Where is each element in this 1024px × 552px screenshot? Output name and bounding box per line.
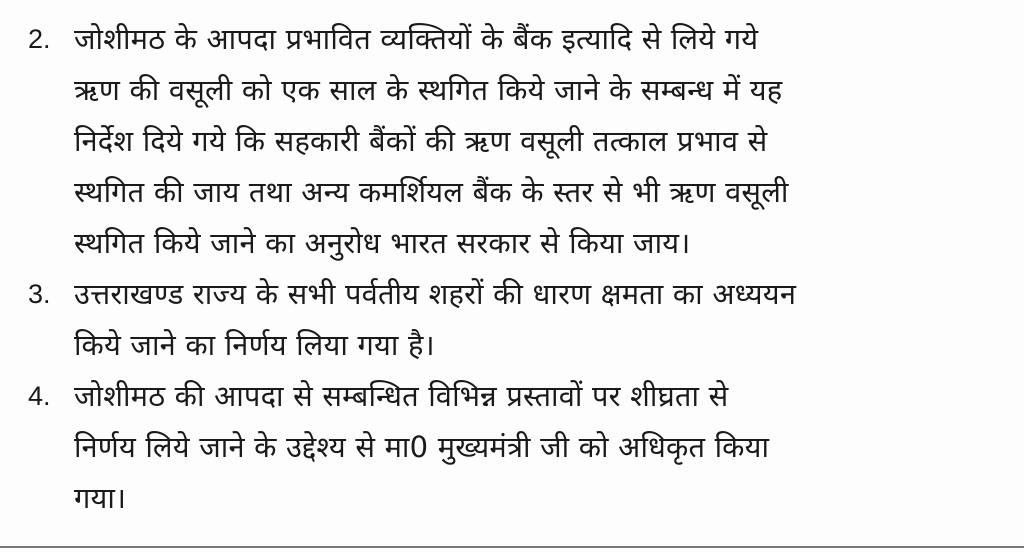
item-text [74, 14, 998, 269]
text-line: गया। [74, 481, 127, 515]
text-line: स्थगित किये जाने का अनुरोध भारत सरकार से किया जाय। [74, 226, 691, 260]
item-number: 2. [28, 24, 51, 54]
item-number: 4. [28, 381, 51, 411]
text-line: जोशीमठ की आपदा से सम्बन्धित विभिन्न प्रस्तावों पर शीघ्रता से [74, 379, 729, 413]
text-line: निर्णय लिये जाने के उद्देश्य से मा0 मुख्यमंत्री जी को अधिकृत किया [74, 430, 770, 464]
text-line: किये जाने का निर्णय लिया गया है। [74, 328, 435, 362]
list-item-4 [28, 371, 998, 524]
text-line: निर्देश दिये गये कि सहकारी बैंकों की ऋण वसूली तत्काल प्रभाव से [74, 124, 768, 158]
page-edge-divider [0, 546, 1024, 548]
text-line: ऋण की वसूली को एक साल के स्थगित किये जाने के सम्बन्ध में यह [74, 73, 783, 107]
item-text [74, 269, 998, 371]
list-item-3 [28, 269, 998, 371]
decision-list [28, 14, 998, 524]
text-line: उत्तराखण्ड राज्य के सभी पर्वतीय शहरों की धारण क्षमता का अध्ययन [74, 277, 797, 311]
text-line: जोशीमठ के आपदा प्रभावित व्यक्तियों के बैंक इत्यादि से लिये गये [74, 22, 759, 56]
text-line: स्थगित की जाय तथा अन्य कमर्शियल बैंक के स्तर से भी ऋण वसूली [74, 175, 789, 209]
item-number: 3. [28, 279, 51, 309]
list-item-2 [28, 14, 998, 269]
item-text [74, 371, 998, 524]
